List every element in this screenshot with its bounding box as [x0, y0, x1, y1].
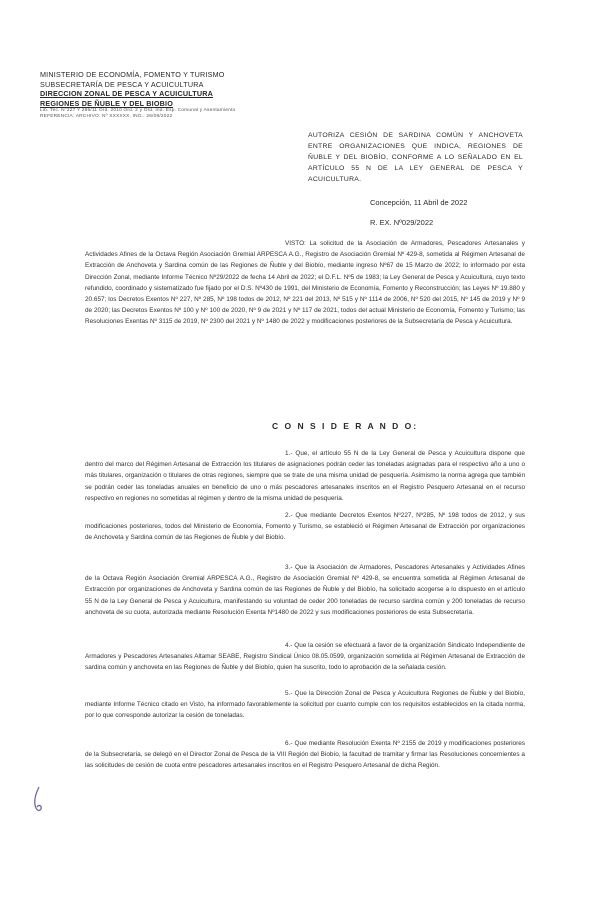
considerando-6: 6.- Que mediante Resolución Exenta Nº 2155 de 2019 y modificaciones posteriores de la Subsecretaría, se delegó en el Director Zonal de Pesca de la VIII Región del Biobío, la facultad de tramitar y firmar las Resoluciones concernientes a las solicitudes de cesión de cuota entre pescadores artesanales inscritos en el Registro Pesquero Artesanal de dicha Región.: [85, 740, 525, 770]
signature-mark: [30, 785, 46, 815]
considerando-2: 2.- Que mediante Decretos Exentos Nº227, Nº285, Nº 198 todos de 2012, y sus modificaciones posteriores, todos del Ministerio de Economía, Fomento y Turismo, se estableció el Régimen Artesanal de Extracción por organizaciones de Anchoveta y Sardina común de las Regiones de Ñuble y del Biobío.: [85, 512, 525, 542]
ministry-line: MINISTERIO DE ECONOMÍA, FOMENTO Y TURISMO: [40, 70, 225, 79]
reference-line-1: Lib. Tec. N°227 Y 285/11 Ord. 2010 Ord. 2 y Ord. Ind. Esp. Comunal y Asentamiento: [40, 108, 236, 113]
considerando-5: 5.- Que la Dirección Zonal de Pesca y Acuicultura Regiones de Ñuble y del Biobío, mediante Informe Técnico citado en Visto, ha informado favorablemente la solicitud por cuanto cumple con los requisitos establecidos en la citada norma, por lo que corresponde autorizar la cesión de toneladas.: [85, 690, 525, 720]
considerando-1: 1.- Que, el artículo 55 N de la Ley General de Pesca y Acuicultura dispone que dentro del marco del Régimen Artesanal de Extracción los titulares de asignaciones podrán ceder las toneladas asignadas para el respectivo año a uno o más titulares, organización o titulares de otras regiones, siempre que se trate de una misma unidad de pesquería. Asimismo la norma agrega que también se podrán ceder las toneladas anuales en beneficio de uno o más pescadores artesanales inscritos en el Registro Pesquero Artesanal en el recurso respectivo en regiones no sometidas al régimen y dentro de la misma unidad de pesquería.: [85, 450, 525, 502]
letterhead: [40, 70, 290, 120]
resolution-date: Concepción, 11 Abril de 2022: [370, 198, 468, 207]
resolution-number: R. EX. Nº029/2022: [370, 218, 434, 227]
considerando-heading: C O N S I D E R A N D O:: [272, 421, 419, 431]
subsecretariat-line: SUBSECRETARÍA DE PESCA Y ACUICULTURA: [40, 79, 204, 89]
regions-line: REGIONES DE ÑUBLE Y DEL BIOBIO: [40, 98, 174, 108]
resolution-title: AUTORIZA CESIÓN DE SARDINA COMÚN Y ANCHOVETA ENTRE ORGANIZACIONES QUE INDICA, REGIONES DE ÑUBLE Y DEL BIOBÍO, CONFORME A LO SEÑALADO EN EL ARTÍCULO 55 N DE LA LEY GENERAL DE PESCA Y ACUICULTURA.: [308, 132, 523, 183]
considerando-3: 3.- Que la Asociación de Armadores, Pescadores Artesanales y Actividades Afines de la Octava Región Asociación Gremial ARPESCA A.G., Registro de Asociación Gremial Nº 429-8, se encuentra sometida al Régimen Artesanal de Extracción por organizaciones de Anchoveta y Sardina común de las Regiones de Ñuble y del Biobío, ha solicitado acogerse a lo dispuesto en el artículo 55 N de la Ley General de Pesca y Acuicultura, manifestando su voluntad de ceder 200 toneladas de recurso sardina común y 200 toneladas de recurso anchoveta de su cuota, autorizada mediante Resolución Exenta Nº1480 de 2022 y sus modificaciones posteriores de esta Subsecretaría.: [85, 564, 525, 616]
visto-paragraph: VISTO: La solicitud de la Asociación de Armadores, Pescadores Artesanales y Actividades Afines de la Octava Región Asociación Gremial ARPESCA A.G., Registro de Asociación Gremial Nº 429-8, sometida al Régimen Artesanal de Extracción de Anchoveta y Sardina común de las Regiones de Ñuble y del Biobío, mediante ingreso Nº67 de 15 Marzo de 2022; lo informado por esta Dirección Zonal, mediante Informe Técnico Nº29/2022 de fecha 14 Abril de 2022; el D.F.L. Nº5 de 1983; la Ley General de Pesca y Acuicultura, cuyo texto refundido, coordinado y sistematizado fue fijado por el D.S. Nº430 de 1991, del Ministerio de Economía, Fomento y Reconstrucción; las Leyes Nº 19.880 y 20.657; los Decretos Exentos Nº 227, Nº 285, Nº 198 todos de 2012, Nº 221 del 2013, Nº 515 y Nº 1114 de 2006, Nº 520 del 2015, Nº 145 de 2019 y Nº 9 de 2020; las Decretos Exentos Nº 100 y Nº 100 de 2020, Nº 9 de 2021 y Nº 117 de 2021, todos del actual Ministerio de Economía, Fomento y Turismo; las Resoluciones Exentas Nº 3115 de 2019, Nº 2300 del 2021 y Nº 1480 de 2022 y modificaciones posteriores de la Subsecretaría de Pesca y Acuicultura.: [85, 240, 525, 326]
zonal-direction-line: DIRECCION ZONAL DE PESCA Y ACUICULTURA: [40, 89, 214, 98]
reference-line-2: REFERENCIA: ARCHIVO: Nº XXXXXX. ING.: 26/08/2022: [40, 114, 173, 119]
considerando-4: 4.- Que la cesión se efectuará a favor de la organización Sindicato Independiente de Armadores y Pescadores Artesanales Altamar SEABE, Registro Sindical Único 08.05.0599, organización sometida al Régimen Artesanal de Extracción de sardina común y anchoveta en las Regiones de Ñuble y del Biobío, quien ha suscrito, todo lo aprobación de la señalada cesión.: [85, 642, 525, 672]
